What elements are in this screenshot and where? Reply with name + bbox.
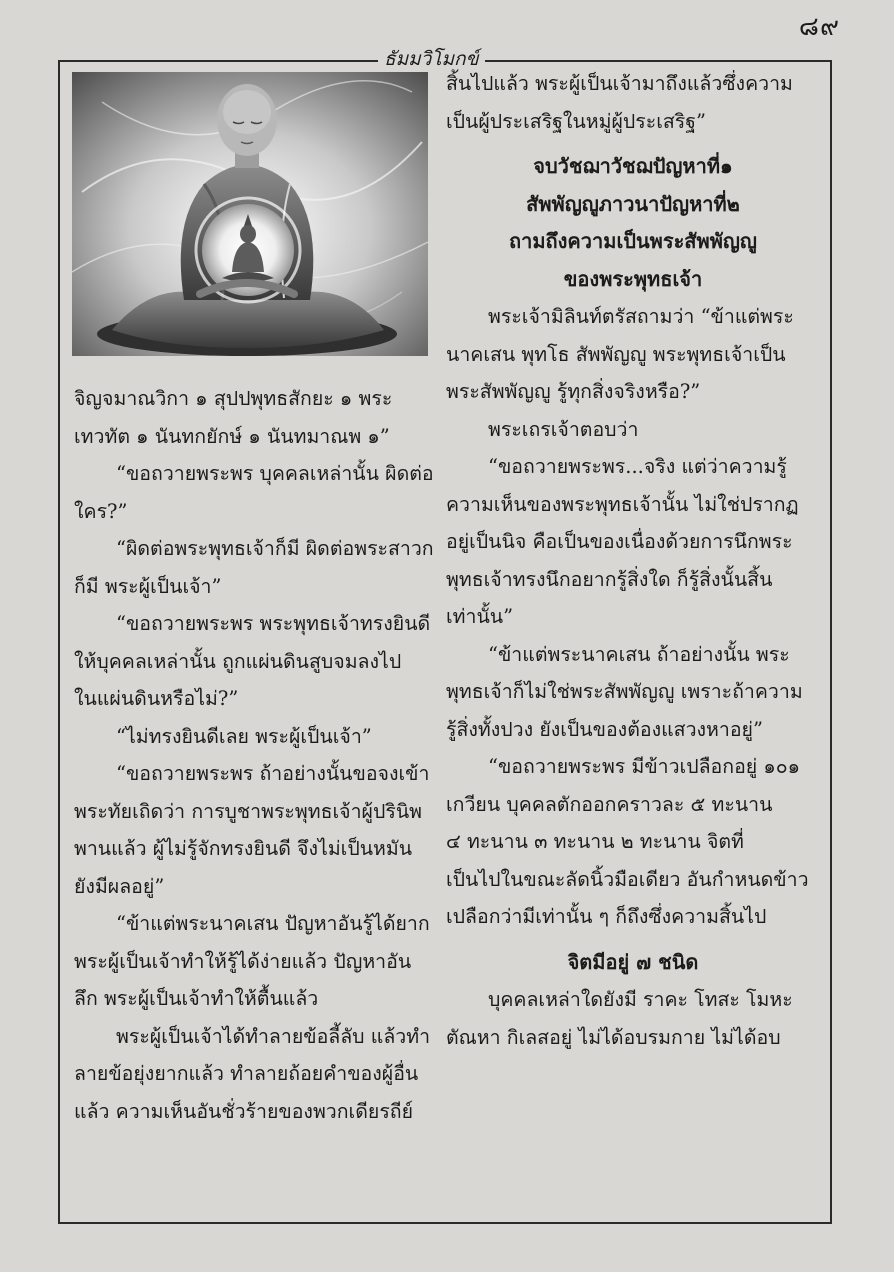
text-line: “ขอถวายพระพร บุคคลเหล่านั้น ผิดต่อ — [116, 462, 434, 485]
text-line: พระเจ้ามิลินท์ตรัสถามว่า “ข้าแต่พระ — [488, 305, 794, 328]
text-line: เป็นผู้ประเสริฐในหมู่ผู้ประเสริฐ” — [446, 109, 707, 133]
text-line: “ขอถวายพระพร...จริง แต่ว่าความรู้ — [488, 455, 787, 478]
text-line: เปลือกว่ามีเท่านั้น ๆ ก็ถึงซึ่งความสิ้นไป — [446, 905, 767, 928]
text-line: ก็มี พระผู้เป็นเจ้า” — [74, 574, 222, 598]
right-column-text — [446, 65, 820, 1056]
meditating-monk-illustration — [72, 72, 428, 356]
text-line: สิ้นไปแล้ว พระผู้เป็นเจ้ามาถึงแล้วซึ่งความ — [446, 72, 793, 95]
section-heading: ถามถึงความเป็นพระสัพพัญญู — [509, 229, 757, 253]
section-heading: ของพระพุทธเจ้า — [563, 266, 703, 291]
section-heading: จบวัชฌาวัชฌปัญหาที่๑ — [533, 154, 733, 178]
text-line: “ขอถวายพระพร มีข้าวเปลือกอยู่ ๑๐๑ — [488, 755, 801, 778]
text-line: พุทธเจ้าก็ไม่ใช่พระสัพพัญญู เพราะถ้าความ — [446, 680, 803, 703]
text-line: “ข้าแต่พระนาคเสน ปัญหาอันรู้ได้ยาก — [116, 912, 430, 935]
text-line: เทวทัต ๑ นันทกยักษ์ ๑ นันทมาณพ ๑” — [74, 424, 390, 448]
text-line: พระผู้เป็นเจ้าได้ทำลายข้อลี้ลับ แล้วทำ — [116, 1024, 431, 1048]
text-line: รู้สิ่งทั้งปวง ยังเป็นของต้องแสวงหาอยู่” — [446, 717, 763, 741]
text-line: ยังมีผลอยู่” — [74, 874, 165, 898]
text-line: เกวียน บุคคลตักออกคราวละ ๕ ทะนาน — [446, 792, 773, 816]
text-line: พานแล้ว ผู้ไม่รู้จักทรงยินดี จึงไม่เป็นหมัน — [74, 837, 413, 860]
text-line: ในแผ่นดินหรือไม่?” — [74, 687, 239, 710]
text-line: อยู่เป็นนิจ คือเป็นของเนื่องด้วยการนึกพระ — [446, 530, 793, 553]
text-line: “ข้าแต่พระนาคเสน ถ้าอย่างนั้น พระ — [488, 642, 790, 666]
text-line: พระทัยเถิดว่า การบูชาพระพุทธเจ้าผู้ปรินิพ — [74, 799, 423, 823]
text-line: ๔ ทะนาน ๓ ทะนาน ๒ ทะนาน จิตที่ — [446, 830, 744, 853]
text-line: พุทธเจ้าทรงนึกอยากรู้สิ่งใด ก็รู้สิ่งนั้นสิ้น — [446, 567, 773, 591]
text-line: จิญจมาณวิกา ๑ สุปปพุทธสักยะ ๑ พระ — [74, 387, 393, 410]
text-line: พระผู้เป็นเจ้าทำให้รู้ได้ง่ายแล้ว ปัญหาอัน — [74, 949, 412, 973]
text-line: แล้ว ความเห็นอันชั่วร้ายของพวกเดียรถีย์ — [74, 1099, 414, 1123]
running-head: ธัมมวิโมกข์ — [378, 44, 485, 74]
text-line: “ผิดต่อพระพุทธเจ้าก็มี ผิดต่อพระสาวก — [116, 537, 434, 560]
text-line: ตัณหา กิเลสอยู่ ไม่ได้อบรมกาย ไม่ได้อบ — [446, 1025, 781, 1049]
text-line: บุคคลเหล่าใดยังมี ราคะ โทสะ โมหะ — [488, 988, 793, 1011]
text-line: “ไม่ทรงยินดีเลย พระผู้เป็นเจ้า” — [116, 724, 372, 748]
text-line: พระเถรเจ้าตอบว่า — [488, 417, 639, 441]
section-heading: จิตมีอยู่ ๗ ชนิด — [567, 949, 699, 974]
text-line: เป็นไปในขณะลัดนิ้วมือเดียว อันกำหนดข้าว — [446, 867, 809, 891]
text-line: ลึก พระผู้เป็นเจ้าทำให้ตื้นแล้ว — [74, 987, 319, 1010]
text-line: ให้บุคคลเหล่านั้น ถูกแผ่นดินสูบจมลงไป — [74, 649, 402, 673]
text-line: ลายข้อยุ่งยากแล้ว ทำลายถ้อยคำของผู้อื่น — [74, 1062, 419, 1085]
left-column-text — [74, 380, 434, 1130]
text-line: ความเห็นของพระพุทธเจ้านั้น ไม่ใช่ปรากฏ — [446, 492, 799, 516]
text-line: ใคร?” — [74, 499, 128, 523]
text-line: พระสัพพัญญู รู้ทุกสิ่งจริงหรือ?” — [446, 380, 701, 403]
page-number: ๘๙ — [798, 12, 840, 42]
text-line: นาคเสน พุทโธ สัพพัญญู พระพุทธเจ้าเป็น — [446, 342, 786, 366]
text-line: เท่านั้น” — [446, 605, 514, 628]
section-heading: สัพพัญญูภาวนาปัญหาที่๒ — [526, 191, 740, 216]
text-line: “ขอถวายพระพร พระพุทธเจ้าทรงยินดี — [116, 612, 431, 635]
text-line: “ขอถวายพระพร ถ้าอย่างนั้นขอจงเข้า — [116, 762, 430, 785]
